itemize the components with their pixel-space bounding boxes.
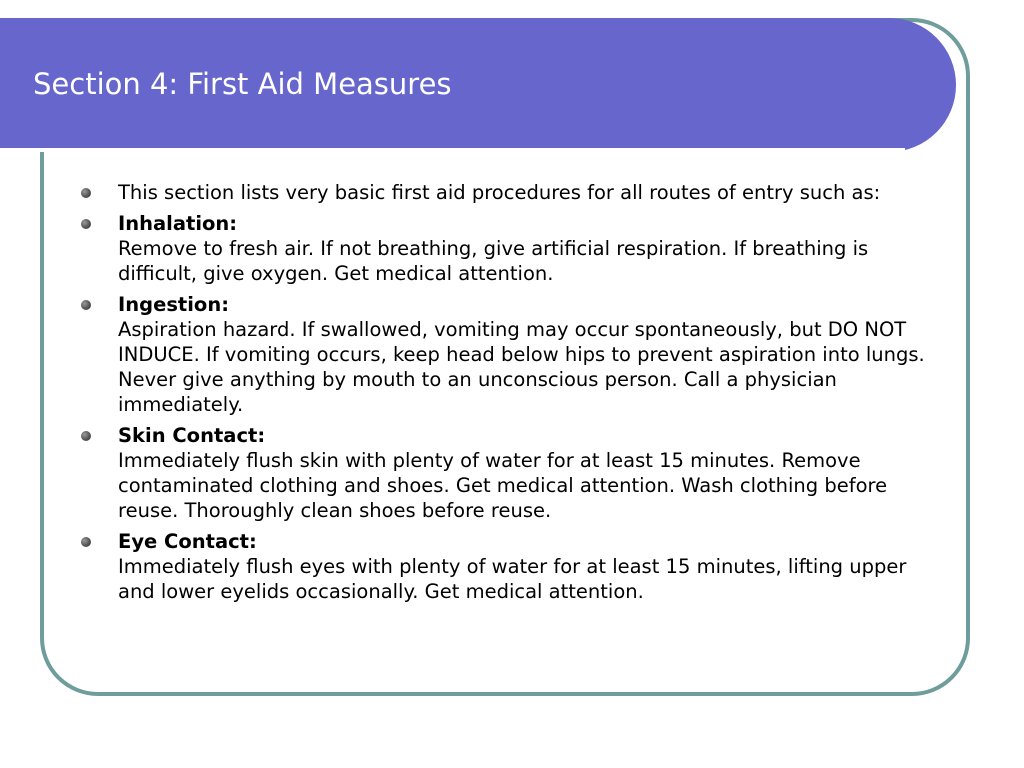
bullet-item-ingestion	[78, 292, 948, 417]
bullet-heading: Skin Contact:	[118, 424, 266, 447]
bullet-body: Aspiration hazard. If swallowed, vomiting may occur spontaneously, but DO NOT INDUCE. If vomiting occurs, keep head below hips to prevent aspiration into lungs. Never give anything by mouth to an unconscious person. Call a physician immediately.	[118, 318, 925, 416]
bullet-dot-icon	[81, 188, 91, 198]
bullet-dot-icon	[81, 219, 91, 229]
bullet-dot-icon	[81, 537, 91, 547]
bullet-body: Immediately flush skin with plenty of water for at least 15 minutes. Remove contaminated clothing and shoes. Get medical attention. Wash clothing before reuse. Thoroughly clean shoes before reuse.	[118, 449, 888, 522]
bullet-dot-icon	[81, 300, 91, 310]
bullet-body: This section lists very basic first aid procedures for all routes of entry such as:	[118, 181, 881, 204]
bullet-list	[78, 180, 948, 610]
slide-title: Section 4: First Aid Measures	[33, 67, 452, 101]
bullet-item-intro	[78, 180, 948, 205]
bullet-item-eye-contact	[78, 529, 948, 604]
bullet-dot-icon	[81, 431, 91, 441]
bullet-heading: Eye Contact:	[118, 530, 257, 553]
title-underline	[0, 148, 905, 152]
bullet-body: Remove to fresh air. If not breathing, give artificial respiration. If breathing is difficult, give oxygen. Get medical attention.	[118, 237, 869, 285]
bullet-body: Immediately flush eyes with plenty of water for at least 15 minutes, lifting upper and lower eyelids occasionally. Get medical attention.	[118, 555, 907, 603]
bullet-heading: Ingestion:	[118, 293, 230, 316]
bullet-item-inhalation	[78, 211, 948, 286]
bullet-item-skin-contact	[78, 423, 948, 523]
bullet-heading: Inhalation:	[118, 212, 238, 235]
